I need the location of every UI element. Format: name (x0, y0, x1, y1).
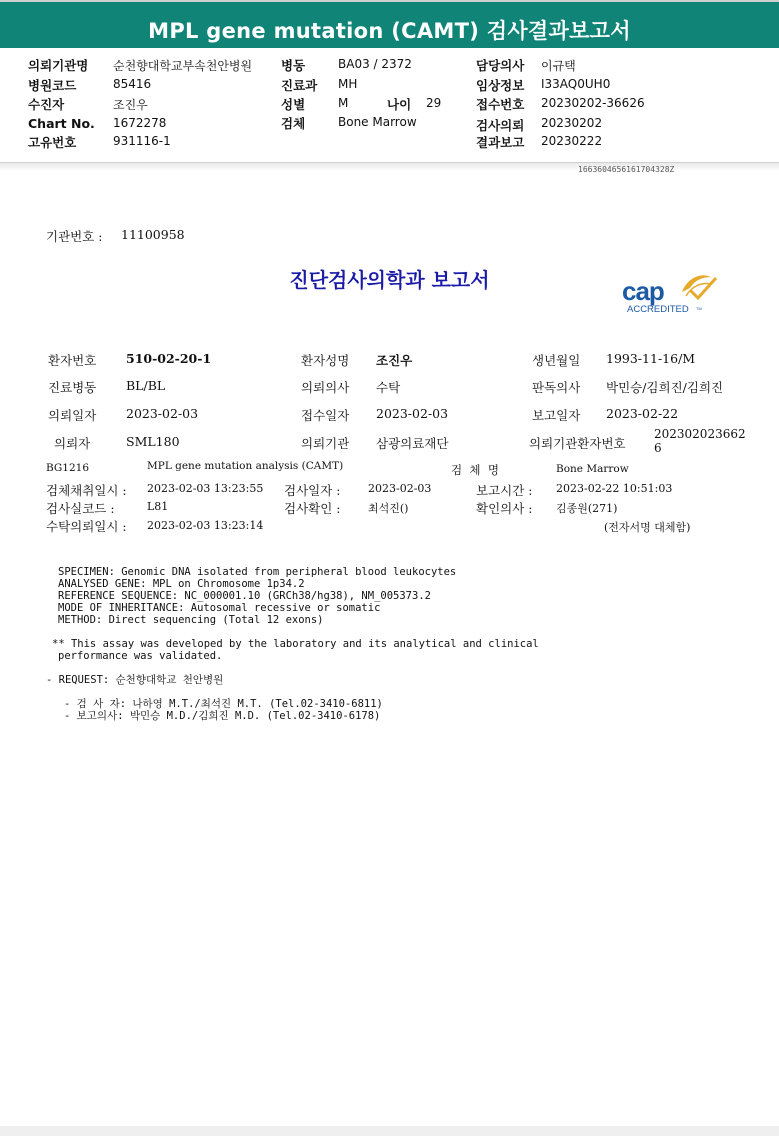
patient-value-request-date: 2023-02-03 (126, 406, 199, 421)
header-value-requesting-institution: 순천향대학교부속천안병원 (113, 59, 253, 73)
report-note-line-2: performance was validated. (58, 650, 223, 662)
patient-value-receipt-date: 2023-02-03 (376, 406, 449, 421)
test-value-test-check: 최석진() (368, 502, 409, 515)
patient-label-receipt-date: 접수일자 (301, 408, 350, 423)
header-label-clinical-info: 임상정보 (476, 78, 525, 93)
bottom-bar (0, 1126, 779, 1136)
header-label-unique-no: 고유번호 (28, 135, 77, 150)
header-label-chart-no: Chart No. (28, 116, 95, 131)
report-request: - REQUEST: 순천향대학교 천안병원 (46, 674, 224, 686)
header-label-department: 진료과 (281, 78, 318, 93)
header-value-physician: 이규택 (541, 59, 576, 73)
header-value-specimen: Bone Marrow (338, 115, 417, 129)
cap-logo-text: cap (622, 276, 664, 306)
header-label-specimen: 검체 (281, 116, 306, 131)
header-label-requesting-institution: 의뢰기관명 (28, 58, 89, 73)
header-label-physician: 담당의사 (476, 58, 525, 73)
header-value-patient: 조진우 (113, 98, 148, 112)
patient-value-reading-doctor: 박민승/김희진/김희진 (606, 380, 724, 395)
header-label-hospital-code: 병원코드 (28, 78, 77, 93)
patient-value-institution-patient-no-cont: 6 (654, 441, 662, 455)
patient-value-requesting-doctor: 수탁 (376, 380, 401, 395)
patient-value-ward: BL/BL (126, 378, 166, 393)
header-label-age: 나이 (387, 97, 412, 112)
patient-value-institution-patient-no: 202302023662 (654, 427, 746, 441)
report-line-specimen: SPECIMEN: Genomic DNA isolated from peripheral blood leukocytes (58, 566, 457, 578)
patient-value-report-date: 2023-02-22 (606, 406, 679, 421)
test-specimen-value: Bone Marrow (556, 463, 629, 475)
test-specimen-label: 검 체 명 (451, 463, 499, 477)
test-value-test-date: 2023-02-03 (368, 482, 432, 495)
header-label-patient: 수진자 (28, 97, 65, 112)
report-line-reference: REFERENCE SEQUENCE: NC_000001.10 (GRCh38/hg38), NM_005373.2 (58, 590, 431, 602)
patient-label-name: 환자성명 (301, 353, 350, 368)
patient-label-requesting-institution: 의뢰기관 (301, 436, 350, 451)
header-value-department: MH (338, 77, 358, 91)
patient-value-birthdate: 1993-11-16/M (606, 351, 696, 366)
test-value-collection-time: 2023-02-03 13:23:55 (147, 482, 264, 495)
header-value-clinical-info: I33AQ0UH0 (541, 77, 611, 91)
test-value-report-time: 2023-02-22 10:51:03 (556, 482, 673, 495)
patient-label-request-date: 의뢰일자 (48, 408, 97, 423)
patient-value-patient-no: 510-02-20-1 (126, 351, 212, 366)
header-value-chart-no: 1672278 (113, 116, 167, 130)
report-note-line-1: ** This assay was developed by the laboratory and its analytical and clinical (52, 638, 539, 650)
patient-value-requesting-institution: 삼광의료재단 (376, 436, 449, 451)
test-value-confirming-doctor: 김종원(271) (556, 502, 618, 515)
report-title-bar (0, 0, 779, 48)
patient-value-name: 조진우 (376, 353, 413, 368)
patient-label-requesting-doctor: 의뢰의사 (301, 380, 350, 395)
header-value-sex: M (338, 96, 349, 110)
patient-label-reading-doctor: 판독의사 (532, 380, 581, 395)
patient-label-institution-patient-no: 의뢰기관환자번호 (529, 436, 626, 451)
cut-off-barcode-text: 1663604656161704328Z (578, 165, 675, 174)
report-staff-tester: - 검 사 자: 나하영 M.T./최석진 M.T. (Tel.02-3410-6811) (64, 698, 383, 710)
report-title: MPL gene mutation (CAMT) 검사결과보고서 (148, 19, 631, 43)
test-code: BG1216 (46, 462, 90, 474)
patient-value-requester: SML180 (126, 434, 180, 449)
test-label-collection-time: 검체채취일시 : (46, 483, 127, 498)
patient-label-requester: 의뢰자 (54, 436, 91, 451)
header-value-age: 29 (426, 96, 442, 110)
test-label-confirming-doctor: 확인의사 : (476, 501, 533, 516)
report-line-inheritance: MODE OF INHERITANCE: Autosomal recessive or somatic (58, 602, 381, 614)
cap-logo-subtext: ACCREDITED (627, 304, 689, 315)
report-staff-reporter: - 보고의사: 박민승 M.D./김희진 M.D. (Tel.02-3410-6178) (64, 710, 381, 722)
header-label-ward: 병동 (281, 58, 306, 73)
document-title: 진단검사의학과 보고서 (289, 268, 490, 292)
test-name: MPL gene mutation analysis (CAMT) (147, 460, 344, 472)
test-value-lab-code: L81 (147, 500, 169, 513)
patient-label-birthdate: 생년월일 (532, 353, 581, 368)
test-label-test-date: 검사일자 : (284, 483, 341, 498)
esign-note: (전자서명 대체함) (604, 521, 691, 534)
header-value-hospital-code: 85416 (113, 77, 152, 91)
test-label-consignment-time: 수탁의뢰일시 : (46, 519, 127, 534)
header-label-result-report: 결과보고 (476, 135, 525, 150)
cap-accredited-logo (620, 270, 720, 318)
test-label-report-time: 보고시간 : (476, 483, 533, 498)
patient-label-report-date: 보고일자 (532, 408, 581, 423)
header-label-sex: 성별 (281, 97, 306, 112)
header-value-test-request: 20230202 (541, 116, 603, 130)
test-label-test-check: 검사확인 : (284, 501, 341, 516)
patient-label-patient-no: 환자번호 (48, 353, 97, 368)
header-value-result-report: 20230222 (541, 134, 603, 148)
cap-logo-tm: TM (696, 306, 702, 311)
header-value-unique-no: 931116-1 (113, 134, 171, 148)
institution-value: 11100958 (121, 227, 185, 242)
report-line-gene: ANALYSED GENE: MPL on Chromosome 1p34.2 (58, 578, 305, 590)
test-label-lab-code: 검사실코드 : (46, 501, 115, 516)
report-line-method: METHOD: Direct sequencing (Total 12 exons) (58, 614, 324, 626)
institution-label: 기관번호 : (46, 229, 103, 244)
test-value-consignment-time: 2023-02-03 13:23:14 (147, 519, 264, 532)
patient-label-ward: 진료병동 (48, 380, 97, 395)
header-value-receipt-no: 20230202-36626 (541, 96, 645, 110)
header-label-test-request: 검사의뢰 (476, 118, 525, 133)
header-value-ward: BA03 / 2372 (338, 57, 412, 71)
header-label-receipt-no: 접수번호 (476, 97, 525, 112)
